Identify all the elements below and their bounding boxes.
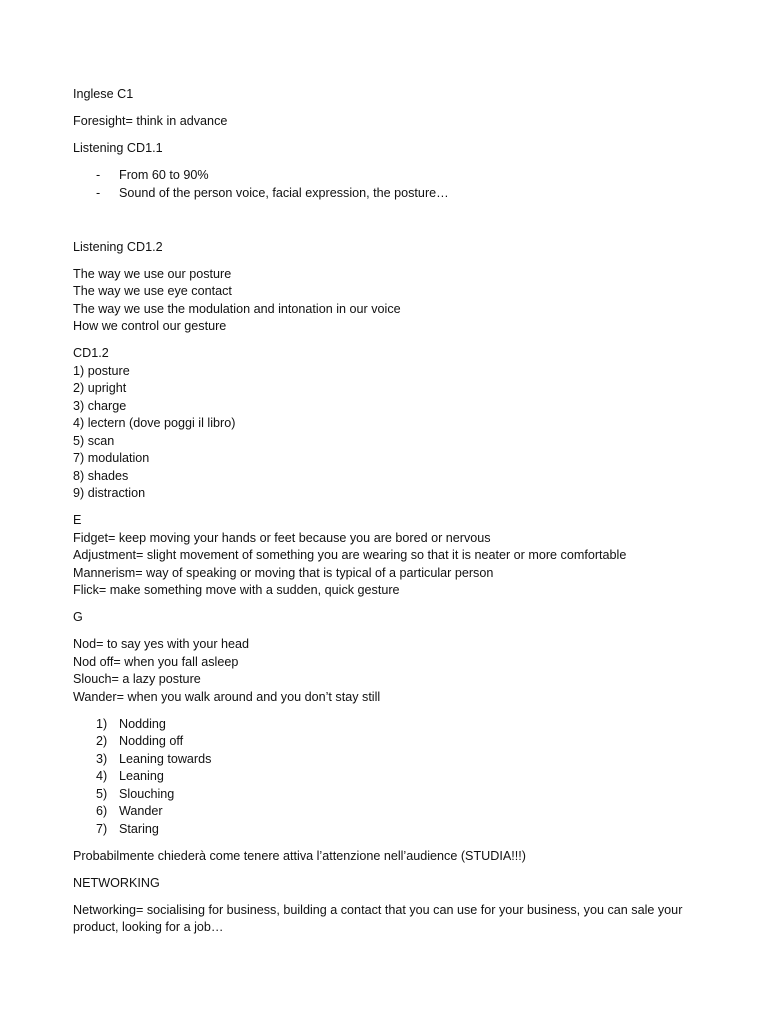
list-item bbox=[73, 768, 683, 786]
text-line: 1) posture bbox=[73, 363, 130, 378]
list-item bbox=[73, 803, 683, 821]
text-line: How we control our gesture bbox=[73, 319, 227, 333]
list-item bbox=[73, 185, 683, 203]
text-line: Mannerism= way of speaking or moving that is typical of a particular person bbox=[73, 565, 494, 580]
cd1-2-vocabulary bbox=[73, 345, 683, 503]
section-g-heading: G bbox=[73, 610, 83, 624]
list-item bbox=[73, 733, 683, 751]
blank-line bbox=[73, 212, 683, 239]
listening-cd1-1-heading: Listening CD1.1 bbox=[73, 141, 163, 155]
section-e bbox=[73, 512, 683, 600]
text-line: Slouch= a lazy posture bbox=[73, 672, 201, 686]
list-item-text: Leaning towards bbox=[119, 751, 212, 766]
document-title: Inglese C1 bbox=[73, 87, 134, 101]
list-marker: 5) bbox=[96, 786, 108, 801]
section-g-definitions bbox=[73, 636, 683, 706]
study-note: Probabilmente chiederà come tenere attiva l’attenzione nell’audience (STUDIA!!!) bbox=[73, 848, 526, 863]
list-item bbox=[73, 821, 683, 839]
cd1-2-heading: CD1.2 bbox=[73, 346, 109, 360]
list-item-text: Nodding off bbox=[119, 734, 184, 748]
text-line: 4) lectern (dove poggi il libro) bbox=[73, 416, 236, 430]
text-line: Nod= to say yes with your head bbox=[73, 637, 250, 651]
text-line: 9) distraction bbox=[73, 486, 146, 500]
list-item bbox=[73, 716, 683, 734]
list-marker: 6) bbox=[96, 804, 108, 818]
text-line: 8) shades bbox=[73, 468, 129, 483]
listening-cd1-2-heading: Listening CD1.2 bbox=[73, 239, 163, 254]
section-g-numbered-list bbox=[73, 716, 683, 839]
text-line: Adjustment= slight movement of something you are wearing so that it is neater or more comfortable bbox=[73, 548, 627, 562]
networking-definition: Networking= socialising for business, building a contact that you can use for your business, you can sale your product, looking for a job… bbox=[73, 902, 683, 934]
text-line: 3) charge bbox=[73, 398, 127, 413]
list-item-text: Wander bbox=[119, 804, 163, 818]
text-line: 5) scan bbox=[73, 433, 115, 448]
list-item-text: Sound of the person voice, facial expression, the posture… bbox=[119, 185, 449, 200]
list-marker: 1) bbox=[96, 716, 108, 731]
list-item-text: From 60 to 90% bbox=[119, 168, 209, 182]
text-line: 7) modulation bbox=[73, 451, 150, 465]
text-line: Nod off= when you fall asleep bbox=[73, 654, 239, 669]
list-item-text: Staring bbox=[119, 821, 159, 836]
list-item-text: Nodding bbox=[119, 716, 166, 731]
text-line: Wander= when you walk around and you don’t stay still bbox=[73, 689, 381, 704]
listening-cd1-1-list bbox=[73, 167, 683, 202]
list-marker: 4) bbox=[96, 769, 108, 783]
text-line: The way we use the modulation and intonation in our voice bbox=[73, 301, 401, 316]
section-e-heading: E bbox=[73, 513, 82, 527]
list-item-text: Slouching bbox=[119, 786, 175, 801]
list-marker: 7) bbox=[96, 821, 108, 836]
list-item bbox=[73, 786, 683, 804]
list-marker: 2) bbox=[96, 734, 108, 748]
list-item-text: Leaning bbox=[119, 769, 164, 783]
list-item bbox=[73, 751, 683, 769]
document-body bbox=[73, 86, 683, 946]
text-line: Fidget= keep moving your hands or feet because you are bored or nervous bbox=[73, 530, 491, 545]
list-marker: 3) bbox=[96, 751, 108, 766]
text-line: The way we use our posture bbox=[73, 266, 232, 281]
foresight-definition: Foresight= think in advance bbox=[73, 114, 228, 128]
text-line: Flick= make something move with a sudden, quick gesture bbox=[73, 583, 400, 597]
list-item bbox=[73, 167, 683, 185]
text-line: 2) upright bbox=[73, 381, 127, 395]
list-marker: - bbox=[96, 185, 101, 200]
text-line: The way we use eye contact bbox=[73, 284, 232, 298]
networking-heading: NETWORKING bbox=[73, 875, 160, 890]
list-marker: - bbox=[96, 168, 101, 182]
listening-cd1-2-lines bbox=[73, 266, 683, 336]
